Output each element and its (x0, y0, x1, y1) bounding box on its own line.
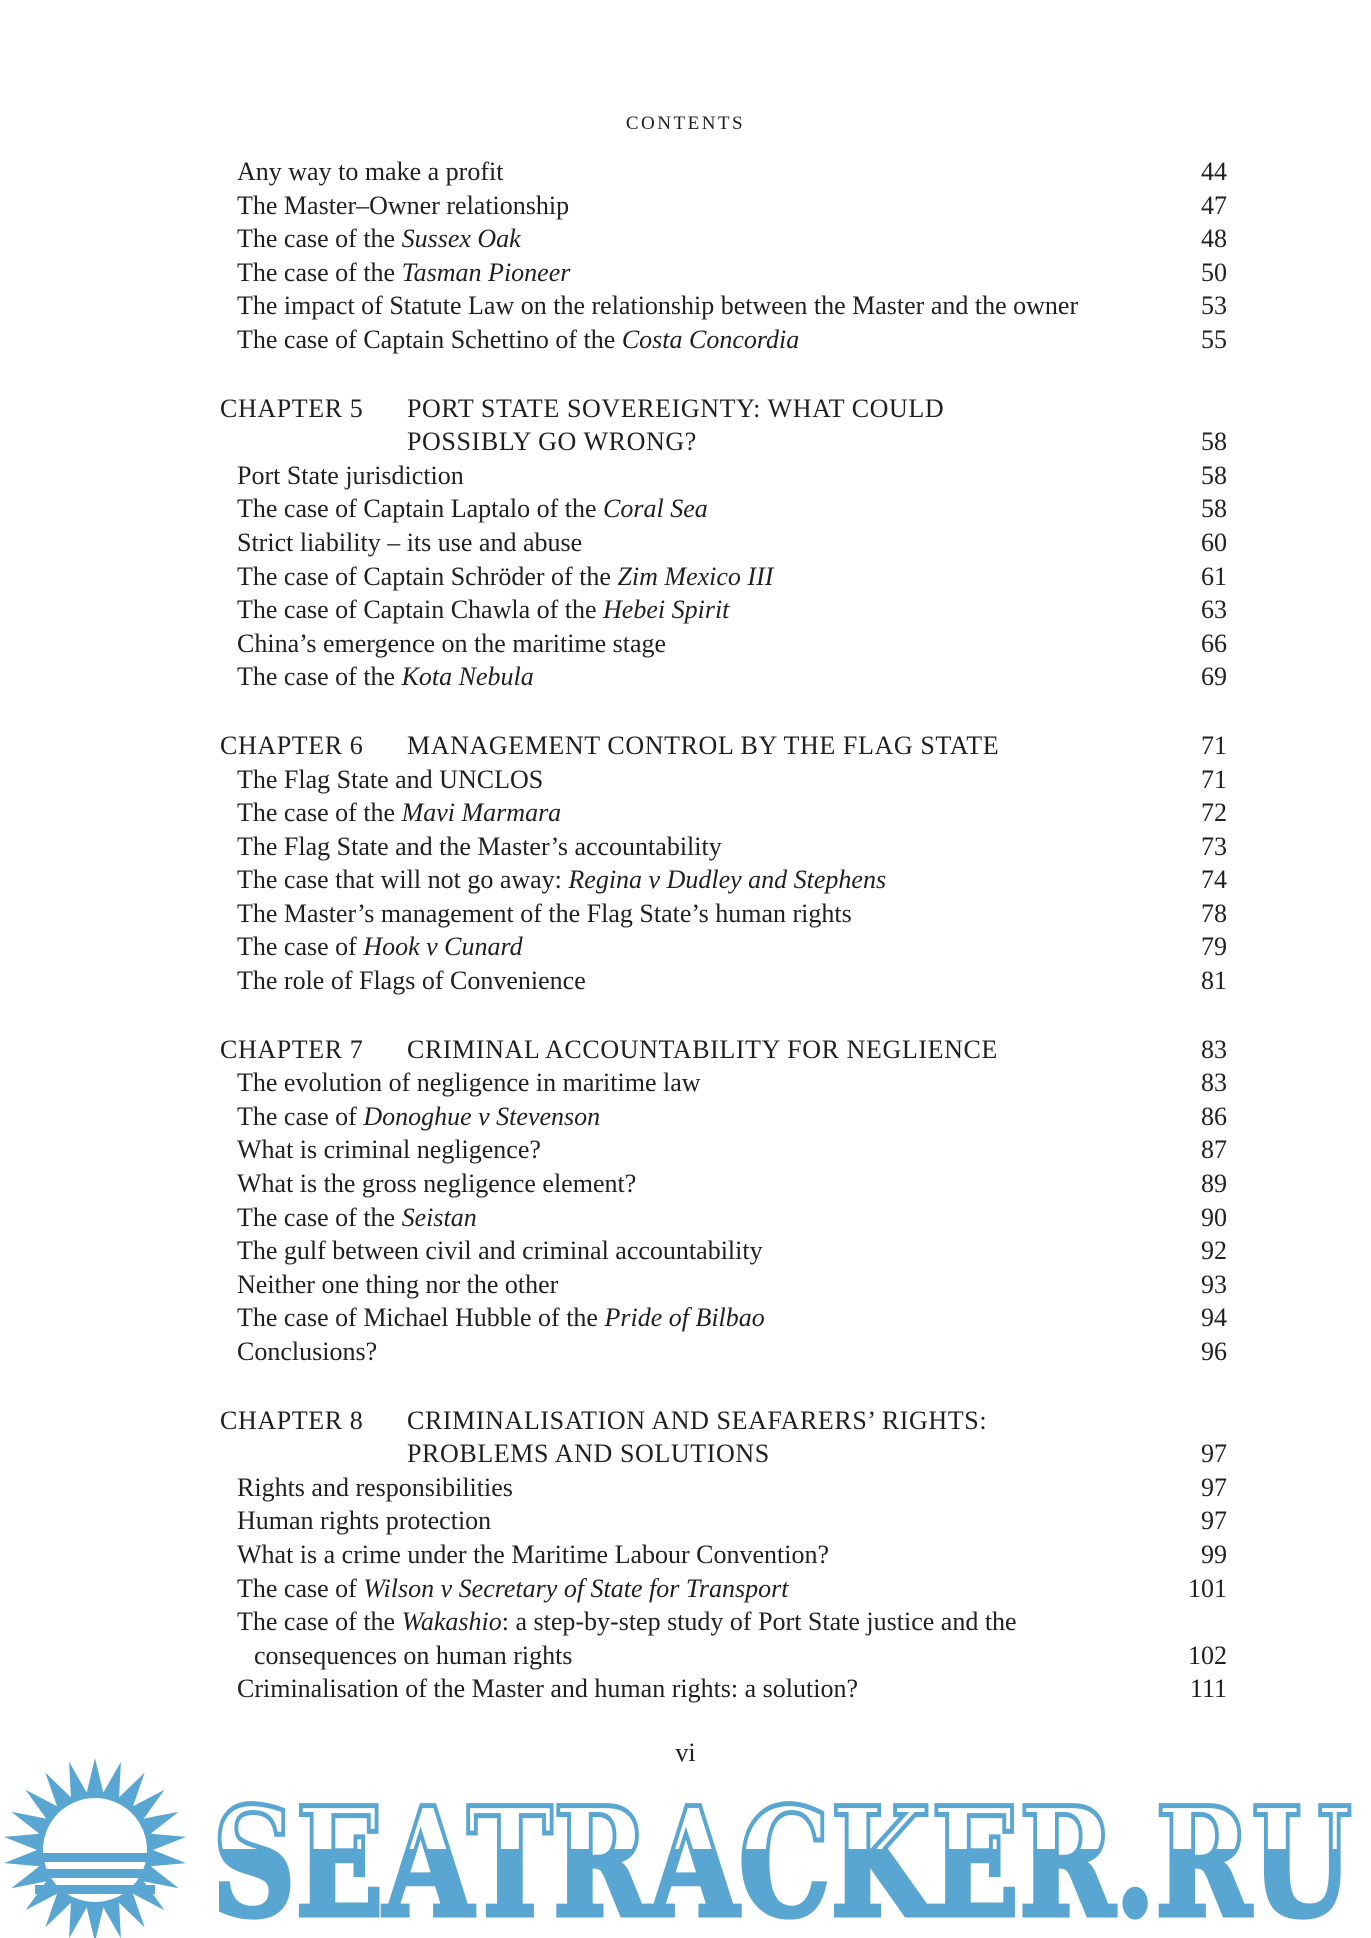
toc-entry (0, 492, 1371, 526)
section-entries (0, 459, 1371, 694)
entry-title: Strict liability – its use and abuse (237, 527, 583, 557)
chapter-heading-line2 (0, 425, 1371, 459)
page-number: 86 (1201, 1101, 1227, 1131)
entry-title: The case of Captain Laptalo of the Coral Sea (237, 494, 708, 524)
page-number: 83 (1201, 1068, 1227, 1098)
page-number: 71 (1201, 764, 1227, 794)
entry-title: Rights and responsibilities (237, 1472, 513, 1502)
page-number: 90 (1201, 1202, 1227, 1232)
entry-title: China’s emergence on the maritime stage (237, 628, 667, 658)
chapter-heading (0, 392, 1371, 426)
page-number: 92 (1201, 1236, 1227, 1266)
toc-entry (0, 526, 1371, 560)
entry-title: The case of the Wakashio: a step-by-step study of Port State justice and the (237, 1607, 1017, 1637)
toc-entry (0, 1301, 1371, 1335)
section-entries (0, 1471, 1371, 1605)
toc-entry-cont (0, 1639, 1371, 1673)
toc-entry (0, 289, 1371, 323)
toc-entry (0, 256, 1371, 290)
chapter-heading-line2 (0, 1437, 1371, 1471)
entry-title: The impact of Statute Law on the relationship between the Master and the owner (237, 291, 1079, 321)
entry-title: The case of the Seistan (237, 1202, 477, 1232)
toc-entry (0, 1538, 1371, 1572)
toc-entry (0, 1268, 1371, 1302)
entry-title: The case of the Tasman Pioneer (237, 257, 571, 287)
chapter-title-cont: POSSIBLY GO WRONG? (407, 427, 697, 457)
toc-entry (0, 627, 1371, 661)
toc-entry (0, 1504, 1371, 1538)
page-number: 83 (1201, 1034, 1227, 1064)
section-entries (0, 763, 1371, 998)
page-number: 111 (1189, 1674, 1227, 1704)
entry-title: The case of Michael Hubble of the Pride of Bilbao (237, 1303, 765, 1333)
page-folio: vi (675, 1738, 696, 1767)
page-number: 58 (1201, 460, 1227, 490)
entry-title: The case of Captain Schettino of the Costa Concordia (237, 324, 800, 354)
chapter-label: CHAPTER 5 (220, 393, 364, 423)
entry-title: Human rights protection (237, 1506, 492, 1536)
entry-title-cont: consequences on human rights (254, 1640, 573, 1670)
table-of-contents (0, 155, 1371, 1706)
toc-entry (0, 1471, 1371, 1505)
entry-title: The role of Flags of Convenience (237, 966, 586, 996)
entry-title: What is a crime under the Maritime Labour Convention? (237, 1539, 830, 1569)
entry-title: The evolution of negligence in maritime law (237, 1068, 701, 1098)
toc-entry (0, 189, 1371, 223)
page-number: 73 (1201, 831, 1227, 861)
toc-entry (0, 1335, 1371, 1369)
entry-title: Any way to make a profit (237, 157, 504, 186)
chapter-heading (0, 1404, 1371, 1438)
toc-entry (0, 459, 1371, 493)
entry-title: The case of Captain Schröder of the Zim Mexico III (237, 561, 774, 591)
page-number: 60 (1201, 527, 1227, 557)
toc-entry (0, 1672, 1371, 1706)
page-number: 63 (1201, 595, 1227, 625)
toc-entry (0, 1100, 1371, 1134)
page-number: 99 (1201, 1539, 1227, 1569)
entry-title: Conclusions? (237, 1337, 378, 1366)
toc-entry (0, 1605, 1371, 1639)
chapter-heading (0, 729, 1371, 763)
section-entries (0, 155, 1371, 357)
page-number: 81 (1201, 966, 1227, 996)
page-number: 55 (1201, 324, 1227, 354)
page-number: 58 (1201, 427, 1227, 457)
toc-entry (0, 593, 1371, 627)
entry-title: The case of the Mavi Marmara (237, 798, 562, 828)
entry-title: The gulf between civil and criminal accountability (237, 1236, 763, 1266)
watermark-text: SEATRACKER.RU (212, 1775, 1352, 1938)
entry-title: The case of Wilson v Secretary of State for Transport (237, 1573, 789, 1603)
entry-title: The Flag State and UNCLOS (237, 764, 544, 794)
entry-title: What is criminal negligence? (237, 1135, 541, 1165)
page-number: 97 (1201, 1439, 1227, 1469)
chapter-label: CHAPTER 8 (220, 1405, 364, 1435)
page-number: 58 (1201, 494, 1227, 524)
page-number: 66 (1201, 628, 1227, 658)
page-number: 61 (1201, 561, 1227, 591)
toc-entry (0, 897, 1371, 931)
chapter-heading (0, 1033, 1371, 1067)
toc-entry (0, 830, 1371, 864)
entry-title: The Master’s management of the Flag State’s human rights (237, 898, 852, 928)
page-number: 93 (1201, 1269, 1227, 1299)
page-number: 102 (1188, 1640, 1227, 1670)
page-number: 74 (1201, 865, 1227, 895)
chapter-title: MANAGEMENT CONTROL BY THE FLAG STATE (407, 730, 1000, 760)
toc-entry (0, 222, 1371, 256)
entry-title: The case of Captain Chawla of the Hebei Spirit (237, 595, 730, 625)
watermark-logo (0, 1745, 1371, 1938)
chapter-label: CHAPTER 7 (220, 1034, 364, 1064)
section-entries (0, 1066, 1371, 1368)
entry-title: The case of Donoghue v Stevenson (237, 1101, 601, 1131)
page-number: 79 (1201, 932, 1227, 962)
toc-entry (0, 964, 1371, 998)
entry-title: Criminalisation of the Master and human rights: a solution? (237, 1674, 859, 1704)
toc-entry (0, 863, 1371, 897)
page-number: 94 (1201, 1303, 1227, 1333)
entry-title: The case of Hook v Cunard (237, 932, 523, 962)
toc-entry (0, 1066, 1371, 1100)
page-number: 47 (1201, 190, 1227, 220)
toc-entry (0, 560, 1371, 594)
page-number: 48 (1201, 224, 1227, 254)
chapter-title: CRIMINALISATION AND SEAFARERS’ RIGHTS: (407, 1405, 988, 1435)
entry-title: What is the gross negligence element? (237, 1169, 637, 1199)
entry-title: Neither one thing nor the other (237, 1269, 559, 1299)
toc-entry (0, 1234, 1371, 1268)
toc-entry (0, 1572, 1371, 1606)
toc-entry (0, 323, 1371, 357)
chapter-label: CHAPTER 6 (220, 730, 364, 760)
sun-icon (4, 1758, 186, 1938)
chapter-title-cont: PROBLEMS AND SOLUTIONS (407, 1439, 770, 1469)
page-number: 78 (1201, 898, 1227, 928)
page-number: 97 (1201, 1472, 1227, 1502)
page-number: 53 (1201, 291, 1227, 321)
toc-entry (0, 155, 1371, 189)
page-number: 69 (1201, 662, 1227, 692)
page-number: 89 (1201, 1169, 1227, 1199)
entry-title: The case that will not go away: Regina v Dudley and Stephens (237, 865, 887, 895)
toc-entry (0, 1167, 1371, 1201)
page-number: 72 (1201, 798, 1227, 828)
page-number: 87 (1201, 1135, 1227, 1165)
page-number: 44 (1201, 157, 1227, 186)
toc-entry (0, 763, 1371, 797)
page-number: 96 (1201, 1337, 1227, 1366)
page-number: 97 (1201, 1506, 1227, 1536)
toc-entry (0, 1201, 1371, 1235)
running-head: CONTENTS (625, 113, 746, 134)
toc-entry (0, 1133, 1371, 1167)
section-entries (0, 1672, 1371, 1706)
entry-title: The case of the Sussex Oak (237, 224, 521, 254)
entry-title: The case of the Kota Nebula (237, 662, 534, 692)
entry-title: Port State jurisdiction (237, 460, 464, 490)
toc-entry (0, 660, 1371, 694)
page-number: 101 (1188, 1573, 1227, 1603)
toc-entry (0, 930, 1371, 964)
entry-title: The Master–Owner relationship (237, 190, 570, 220)
chapter-title: CRIMINAL ACCOUNTABILITY FOR NEGLIENCE (407, 1034, 998, 1064)
entry-title: The Flag State and the Master’s accountability (237, 831, 722, 861)
toc-entry (0, 796, 1371, 830)
chapter-title: PORT STATE SOVEREIGNTY: WHAT COULD (407, 393, 945, 423)
page-number: 71 (1201, 730, 1227, 760)
page-number: 50 (1201, 257, 1227, 287)
